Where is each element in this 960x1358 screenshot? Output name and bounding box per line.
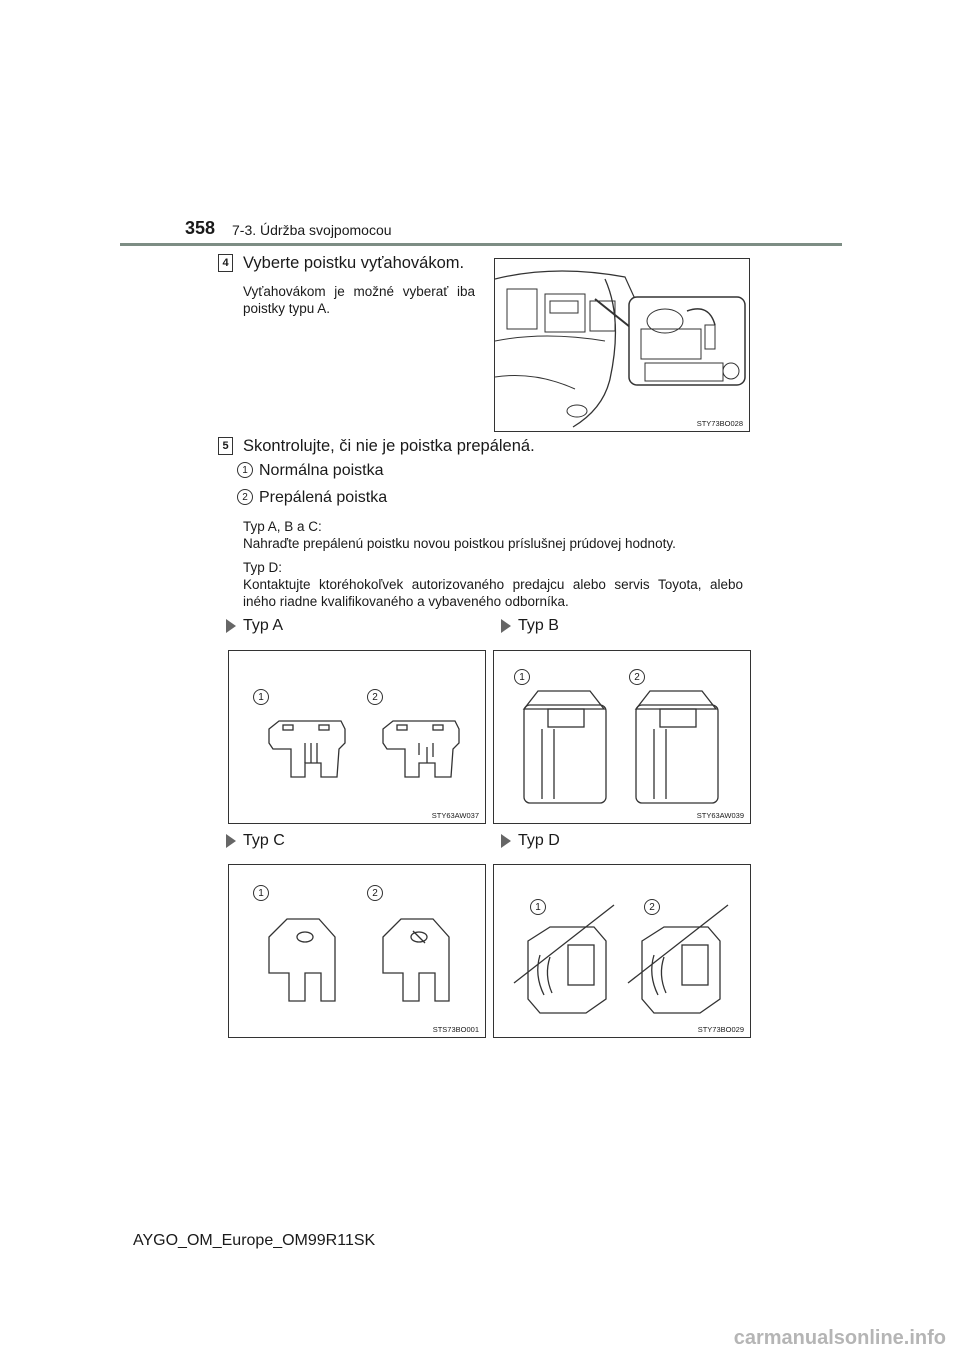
step-4-marker: 4: [218, 254, 233, 272]
arrow-icon: [501, 619, 511, 633]
watermark: carmanualsonline.info: [733, 1327, 946, 1349]
type-a-figure: [228, 650, 486, 824]
fuse-marker-2: 2: [629, 669, 645, 685]
arrow-icon: [501, 834, 511, 848]
note-d-body: Kontaktujte ktoréhokoľvek autorizovaného predajcu alebo servis Toyota, alebo iného riadne kvalifikovaného a vybaveného odborníka.: [243, 577, 743, 609]
type-d-label: Typ D: [518, 832, 560, 849]
type-c-figure: [228, 864, 486, 1038]
type-d-figure: [493, 864, 751, 1038]
type-a-label: Typ A: [243, 617, 284, 634]
legend-label-blown: Prepálená poistka: [259, 489, 388, 506]
step-5-title: Skontrolujte, či nie je poistka prepálená.: [243, 437, 535, 455]
figure-code: STY73BO028: [696, 419, 743, 428]
fuse-marker-2: 2: [367, 689, 383, 705]
type-b-fuses: [494, 651, 750, 823]
fuse-marker-1: 1: [530, 899, 546, 915]
fuse-removal-illustration: [495, 259, 749, 431]
figure-code: STY63AW037: [431, 811, 479, 820]
document-id: AYGO_OM_Europe_OM99R11SK: [133, 1232, 376, 1249]
note-d-head: Typ D:: [243, 560, 283, 575]
arrow-icon: [226, 619, 236, 633]
note-abc-head: Typ A, B a C:: [243, 519, 322, 534]
legend-marker-1: 1: [237, 462, 253, 478]
fuse-marker-2: 2: [367, 885, 383, 901]
type-b-figure: [493, 650, 751, 824]
note-abc-body: Nahraďte prepálenú poistku novou poistkou príslušnej prúdovej hodnoty.: [243, 536, 676, 551]
step-4-note: Vyťahovákom je možné vyberať iba poistky typu A.: [243, 284, 475, 316]
step-4-title: Vyberte poistku vyťahovákom.: [243, 254, 465, 272]
step-5-marker: 5: [218, 437, 233, 455]
fuse-marker-2: 2: [644, 899, 660, 915]
legend-marker-2: 2: [237, 489, 253, 505]
section-title: 7-3. Údržba svojpomocou: [232, 222, 392, 238]
legend-label-normal: Normálna poistka: [259, 462, 384, 479]
type-d-fuses: [494, 865, 750, 1037]
fuse-removal-figure: [494, 258, 750, 432]
header-rule: [120, 243, 842, 246]
type-c-label: Typ C: [243, 832, 285, 849]
fuse-marker-1: 1: [253, 885, 269, 901]
page-number: 358: [185, 218, 216, 238]
arrow-icon: [226, 834, 236, 848]
figure-code: STS73BO001: [432, 1025, 479, 1034]
fuse-marker-1: 1: [514, 669, 530, 685]
fuse-marker-1: 1: [253, 689, 269, 705]
type-a-fuses: [229, 651, 485, 823]
type-b-label: Typ B: [518, 617, 559, 634]
figure-code: STY63AW039: [696, 811, 744, 820]
figure-code: STY73BO029: [697, 1025, 744, 1034]
